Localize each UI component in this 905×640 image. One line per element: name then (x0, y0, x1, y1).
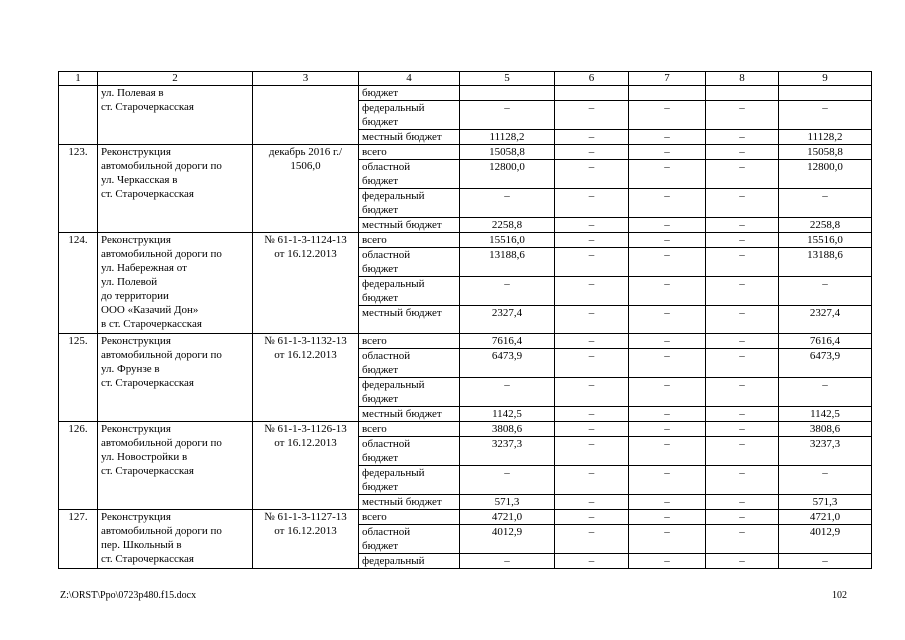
col-header-6: 6 (555, 72, 629, 86)
value-col5: – (460, 466, 555, 495)
value-col8: – (706, 277, 779, 306)
value-col5: 13188,6 (460, 248, 555, 277)
value-col9: 3237,3 (779, 437, 872, 466)
value-col8: – (706, 189, 779, 218)
value-col6 (555, 86, 629, 101)
document-ref: № 61-1-3-1127-13 от 16.12.2013 (253, 510, 359, 569)
value-col8: – (706, 349, 779, 378)
item-number: 127. (59, 510, 98, 569)
value-col7: – (629, 101, 706, 130)
value-col8 (706, 86, 779, 101)
value-col6: – (555, 145, 629, 160)
funding-source: местный бюджет (359, 130, 460, 145)
value-col7: – (629, 422, 706, 437)
col-header-8: 8 (706, 72, 779, 86)
value-col9: 12800,0 (779, 160, 872, 189)
document-ref: № 61-1-3-1132-13 от 16.12.2013 (253, 334, 359, 422)
value-col8: – (706, 233, 779, 248)
object-name: Реконструкция автомобильной дороги по ул. Черкасская в ст. Старочеркасская (98, 145, 253, 233)
value-col9: 1142,5 (779, 407, 872, 422)
value-col5: 11128,2 (460, 130, 555, 145)
document-ref: № 61-1-3-1124-13 от 16.12.2013 (253, 233, 359, 334)
document-ref: № 61-1-3-1126-13 от 16.12.2013 (253, 422, 359, 510)
value-col7: – (629, 233, 706, 248)
value-col8: – (706, 334, 779, 349)
value-col6: – (555, 466, 629, 495)
value-col9: 2327,4 (779, 306, 872, 334)
item-number: 126. (59, 422, 98, 510)
value-col7: – (629, 510, 706, 525)
value-col6: – (555, 218, 629, 233)
value-col6: – (555, 160, 629, 189)
value-col7: – (629, 160, 706, 189)
value-col6: – (555, 306, 629, 334)
funding-source: местный бюджет (359, 218, 460, 233)
value-col6: – (555, 525, 629, 554)
table-row (59, 86, 872, 101)
value-col7: – (629, 130, 706, 145)
value-col9: – (779, 277, 872, 306)
funding-source: областной бюджет (359, 160, 460, 189)
item-number (59, 86, 98, 145)
value-col9: 3808,6 (779, 422, 872, 437)
value-col5: – (460, 554, 555, 569)
value-col8: – (706, 495, 779, 510)
table-row (59, 334, 872, 349)
value-col5: 1142,5 (460, 407, 555, 422)
value-col6: – (555, 130, 629, 145)
table-row (59, 422, 872, 437)
table-row (59, 510, 872, 525)
value-col7: – (629, 277, 706, 306)
value-col5: 4721,0 (460, 510, 555, 525)
col-header-7: 7 (629, 72, 706, 86)
item-number: 123. (59, 145, 98, 233)
item-number: 125. (59, 334, 98, 422)
table-body (59, 86, 872, 569)
value-col6: – (555, 495, 629, 510)
value-col7: – (629, 466, 706, 495)
col-header-1: 1 (59, 72, 98, 86)
value-col6: – (555, 437, 629, 466)
value-col6: – (555, 510, 629, 525)
value-col5: – (460, 101, 555, 130)
funding-source: областной бюджет (359, 248, 460, 277)
funding-source: местный бюджет (359, 306, 460, 334)
value-col7: – (629, 248, 706, 277)
value-col8: – (706, 378, 779, 407)
value-col7: – (629, 554, 706, 569)
value-col9: 7616,4 (779, 334, 872, 349)
value-col9: – (779, 101, 872, 130)
value-col6: – (555, 407, 629, 422)
value-col5: 15058,8 (460, 145, 555, 160)
value-col9: 571,3 (779, 495, 872, 510)
value-col8: – (706, 510, 779, 525)
value-col8: – (706, 218, 779, 233)
funding-source: всего (359, 233, 460, 248)
document-ref: декабрь 2016 г./ 1506,0 (253, 145, 359, 233)
object-name: Реконструкция автомобильной дороги по ул. Фрунзе в ст. Старочеркасская (98, 334, 253, 422)
value-col8: – (706, 437, 779, 466)
col-header-4: 4 (359, 72, 460, 86)
value-col6: – (555, 101, 629, 130)
value-col5: 12800,0 (460, 160, 555, 189)
value-col9: 2258,8 (779, 218, 872, 233)
budget-table (58, 71, 872, 569)
funding-source: федеральный бюджет (359, 189, 460, 218)
value-col5: – (460, 378, 555, 407)
value-col9: 15058,8 (779, 145, 872, 160)
value-col5: 7616,4 (460, 334, 555, 349)
object-name: Реконструкция автомобильной дороги по ул. Набережная от ул. Полевой до территории ООО «Казачий Дон» в ст. Старочеркасская (98, 233, 253, 334)
value-col5: 2258,8 (460, 218, 555, 233)
value-col7: – (629, 495, 706, 510)
value-col7: – (629, 306, 706, 334)
value-col5: 6473,9 (460, 349, 555, 378)
value-col8: – (706, 160, 779, 189)
value-col8: – (706, 101, 779, 130)
value-col5: – (460, 277, 555, 306)
value-col5: 2327,4 (460, 306, 555, 334)
value-col6: – (555, 277, 629, 306)
funding-source: местный бюджет (359, 407, 460, 422)
funding-source: федеральный бюджет (359, 466, 460, 495)
value-col5 (460, 86, 555, 101)
value-col7: – (629, 407, 706, 422)
value-col5: 4012,9 (460, 525, 555, 554)
funding-source: федеральный бюджет (359, 101, 460, 130)
value-col9: 4721,0 (779, 510, 872, 525)
value-col6: – (555, 378, 629, 407)
funding-source: всего (359, 145, 460, 160)
value-col9: 6473,9 (779, 349, 872, 378)
funding-source: федеральный бюджет (359, 378, 460, 407)
value-col7: – (629, 189, 706, 218)
funding-source: областной бюджет (359, 437, 460, 466)
value-col7: – (629, 218, 706, 233)
funding-source: бюджет (359, 86, 460, 101)
table-row (59, 145, 872, 160)
value-col5: 571,3 (460, 495, 555, 510)
value-col5: 3808,6 (460, 422, 555, 437)
header-row (59, 72, 872, 86)
value-col7: – (629, 378, 706, 407)
value-col8: – (706, 130, 779, 145)
value-col9: 13188,6 (779, 248, 872, 277)
value-col9: 15516,0 (779, 233, 872, 248)
value-col5: – (460, 189, 555, 218)
col-header-3: 3 (253, 72, 359, 86)
value-col6: – (555, 554, 629, 569)
value-col5: 3237,3 (460, 437, 555, 466)
value-col6: – (555, 248, 629, 277)
value-col7: – (629, 349, 706, 378)
value-col6: – (555, 349, 629, 378)
value-col8: – (706, 525, 779, 554)
value-col8: – (706, 145, 779, 160)
value-col9 (779, 86, 872, 101)
object-name: Реконструкция автомобильной дороги по ул. Новостройки в ст. Старочеркасская (98, 422, 253, 510)
funding-source: федеральный бюджет (359, 277, 460, 306)
funding-source: местный бюджет (359, 495, 460, 510)
value-col7: – (629, 145, 706, 160)
value-col8: – (706, 422, 779, 437)
funding-source: всего (359, 422, 460, 437)
funding-source: федеральный (359, 554, 460, 569)
value-col9: – (779, 554, 872, 569)
value-col6: – (555, 422, 629, 437)
value-col8: – (706, 554, 779, 569)
value-col9: – (779, 466, 872, 495)
col-header-9: 9 (779, 72, 872, 86)
object-name: ул. Полевая в ст. Старочеркасская (98, 86, 253, 145)
value-col6: – (555, 233, 629, 248)
funding-source: всего (359, 510, 460, 525)
value-col6: – (555, 189, 629, 218)
funding-source: областной бюджет (359, 525, 460, 554)
col-header-2: 2 (98, 72, 253, 86)
value-col5: 15516,0 (460, 233, 555, 248)
item-number: 124. (59, 233, 98, 334)
table-row (59, 233, 872, 248)
object-name: Реконструкция автомобильной дороги по пер. Школьный в ст. Старочеркасская (98, 510, 253, 569)
document-ref (253, 86, 359, 145)
value-col9: 4012,9 (779, 525, 872, 554)
value-col7 (629, 86, 706, 101)
funding-source: всего (359, 334, 460, 349)
value-col8: – (706, 407, 779, 422)
value-col9: 11128,2 (779, 130, 872, 145)
page-number: 102 (832, 590, 847, 601)
value-col7: – (629, 334, 706, 349)
value-col6: – (555, 334, 629, 349)
col-header-5: 5 (460, 72, 555, 86)
value-col7: – (629, 437, 706, 466)
value-col7: – (629, 525, 706, 554)
file-path: Z:\ORST\Ppo\0723p480.f15.docx (60, 590, 197, 601)
value-col8: – (706, 466, 779, 495)
funding-source: областной бюджет (359, 349, 460, 378)
value-col9: – (779, 378, 872, 407)
value-col8: – (706, 306, 779, 334)
value-col8: – (706, 248, 779, 277)
value-col9: – (779, 189, 872, 218)
